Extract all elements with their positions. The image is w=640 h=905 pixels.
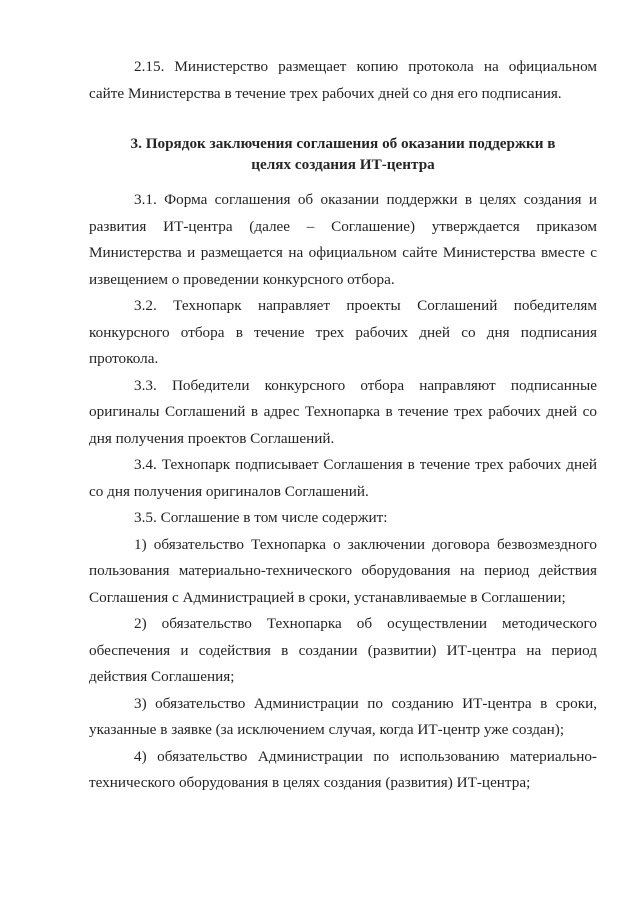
paragraph-3-2: 3.2. Технопарк направляет проекты Соглашений победителям конкурсного отбора в течение трех рабочих дней со дня подписания протокола. — [89, 297, 597, 367]
document-body — [89, 54, 597, 797]
paragraph-3-3: 3.3. Победители конкурсного отбора направляют подписанные оригиналы Соглашений в адрес Технопарка в течение трех рабочих дней со дня получения проектов Соглашений. — [89, 376, 597, 447]
list-item-2: 2) обязательство Технопарка об осуществлении методического обеспечения и содействия в создании (развитии) ИТ-центра на период действия Соглашения; — [89, 615, 597, 685]
list-item-4: 4) обязательство Администрации по использованию материально-технического оборудования в целях создания (развития) ИТ-центра; — [89, 747, 597, 791]
paragraph-3-4: 3.4. Технопарк подписывает Соглашения в течение трех рабочих дней со дня получения оригиналов Соглашений. — [89, 456, 597, 500]
paragraph-2-15: 2.15. Министерство размещает копию протокола на официальном сайте Министерства в течение трех рабочих дней со дня его подписания. — [89, 58, 597, 102]
section-heading: 3. Порядок заключения соглашения об оказании поддержки в целях создания ИТ-центра — [130, 135, 556, 173]
list-item-3: 3) обязательство Администрации по созданию ИТ-центра в сроки, указанные в заявке (за исключением случая, когда ИТ-центр уже создан); — [89, 694, 597, 738]
paragraph-3-5: 3.5. Соглашение в том числе содержит: — [134, 509, 388, 526]
list-item-1: 1) обязательство Технопарка о заключении договора безвозмездного пользования материально-технического оборудования на период действия Соглашения с Администрацией в сроки, устанавливаемые в Соглашении; — [89, 535, 597, 606]
paragraph-3-1: 3.1. Форма соглашения об оказании поддержки в целях создания и развития ИТ-центра (далее – Соглашение) утверждается приказом Министерства и размещается на официальном сайте Министерства вместе с извещением о проведении конкурсного отбора. — [89, 191, 597, 288]
